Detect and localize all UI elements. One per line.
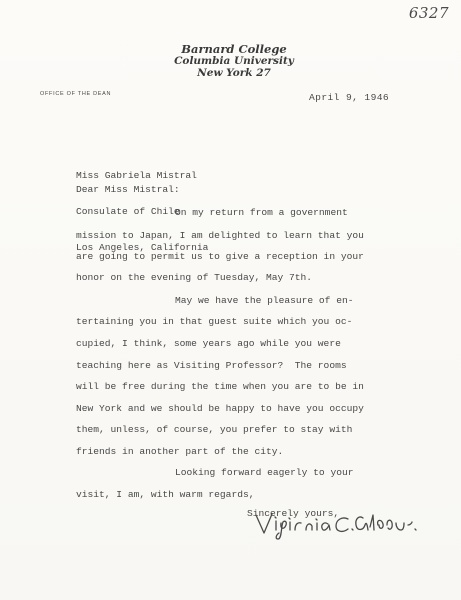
body-line: tertaining you in that guest suite which you oc-	[76, 316, 353, 327]
handwritten-signature	[250, 505, 420, 545]
letter-date: April 9, 1946	[309, 92, 390, 103]
recipient-city: Los Angeles, California	[76, 242, 209, 253]
office-label: OFFICE OF THE DEAN	[40, 91, 112, 97]
salutation: Dear Miss Mistral:	[76, 184, 180, 195]
letterhead	[174, 43, 294, 79]
body-line: friends in another part of the city.	[76, 446, 284, 457]
closing: Sincerely yours,	[247, 508, 340, 519]
body-line: cupied, I think, some years ago while you were	[76, 338, 341, 349]
body-line: are going to permit us to give a reception in your	[76, 251, 364, 262]
catalog-number: 6327	[408, 4, 449, 22]
recipient-name: Miss Gabriela Mistral	[76, 170, 197, 181]
letterhead-city: New York 27	[197, 67, 271, 79]
body-line: will be free during the time when you are to be in	[76, 381, 364, 392]
letterhead-university: Columbia University	[174, 55, 294, 67]
letterhead-college: Barnard College	[181, 42, 287, 56]
body-line: visit, I am, with warm regards,	[76, 489, 255, 500]
body-line: mission to Japan, I am delighted to learn that you	[76, 230, 364, 241]
body-line: May we have the pleasure of en-	[175, 295, 354, 306]
body-line: honor on the evening of Tuesday, May 7th.	[76, 272, 313, 283]
recipient-organization: Consulate of Chile	[76, 206, 180, 217]
body-line: them, unless, of course, you prefer to stay with	[76, 424, 353, 435]
body-line: New York and we should be happy to have you occupy	[76, 403, 364, 414]
body-line: On my return from a government	[175, 207, 348, 218]
body-line: teaching here as Visiting Professor? The rooms	[76, 360, 347, 371]
body-line: Looking forward eagerly to your	[175, 467, 354, 478]
